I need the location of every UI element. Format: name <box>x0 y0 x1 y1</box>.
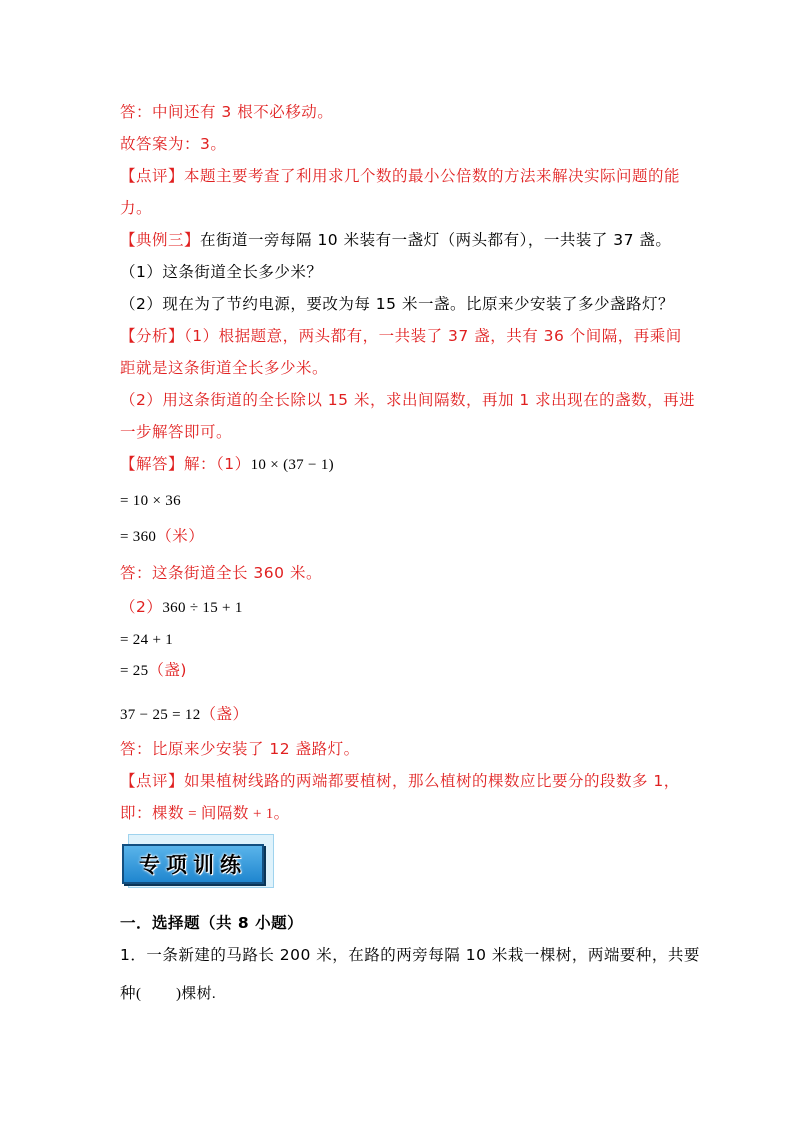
answer-summary: 故答案为：3。 <box>120 135 227 153</box>
analysis-line-4: 一步解答即可。 <box>120 423 233 441</box>
math-expression: = 360 <box>120 529 157 545</box>
solution-step-2 <box>120 489 181 512</box>
question-text: 种 <box>120 984 137 1002</box>
unit-label: （盏） <box>200 705 249 723</box>
solution-step-7 <box>120 703 249 726</box>
solution-step-5 <box>120 628 173 651</box>
math-symbol: + 1 <box>248 806 274 822</box>
comment-text: 。 <box>273 804 290 822</box>
banner-title: 专项训练 <box>139 853 247 877</box>
math-expression: 37 − 25 = 12 <box>120 707 201 723</box>
question-1-line-2 <box>120 982 216 1005</box>
analysis-line-1: 【分析】（1）根据题意，两头都有，一共装了 37 盏，共有 36 个间隔，再乘间 <box>120 327 682 345</box>
solution-tag: 【解答】解：（1） <box>120 455 251 473</box>
example-question-1: （1）这条街道全长多少米？ <box>120 263 323 281</box>
section-title: 一．选择题（共 8 小题） <box>120 914 304 932</box>
example-text: 在街道一旁每隔 10 米装有一盏灯（两头都有），一共装了 37 盏。 <box>200 231 672 249</box>
comment-text: 间隔数 <box>200 804 249 822</box>
math-expression: 10 × (37 − 1) <box>250 457 334 473</box>
example-question-2: （2）现在为了节约电源，要改为每 15 米一盏。比原来少安装了多少盏路灯？ <box>120 295 674 313</box>
question-1-line-1: 1．一条新建的马路长 200 米，在路的两旁每隔 10 米栽一棵树，两端要种，共要 <box>120 946 700 964</box>
example-three-line <box>120 229 671 251</box>
comment-2-line-2 <box>120 802 290 825</box>
answer-blank: ( ) <box>136 986 182 1002</box>
banner-plate <box>122 844 264 884</box>
math-expression: = 24 + 1 <box>120 632 174 648</box>
example-tag: 【典例三】 <box>120 231 201 249</box>
math-expression: = 25 <box>120 663 149 679</box>
analysis-line-2: 距就是这条街道全长多少米。 <box>120 359 329 377</box>
answer-part-1: 答：这条街道全长 360 米。 <box>120 564 322 582</box>
analysis-line-3: （2）用这条街道的全长除以 15 米，求出间隔数，再加 1 求出现在的盏数，再进 <box>120 391 696 409</box>
math-expression: 360 ÷ 15 + 1 <box>162 600 243 616</box>
math-symbol: = <box>184 806 201 822</box>
comment-text: 即：棵数 <box>120 804 185 822</box>
solution-step-3 <box>120 525 204 548</box>
part-tag: （2） <box>120 598 163 616</box>
question-text: 棵树. <box>181 986 216 1002</box>
unit-label: （米） <box>156 527 205 545</box>
unit-label: （盏) <box>148 661 187 679</box>
answer-part-2: 答：比原来少安装了 12 盏路灯。 <box>120 740 360 758</box>
solution-step-4 <box>120 596 243 619</box>
solution-step-6 <box>120 659 187 682</box>
comment-2-line-1: 【点评】如果植树线路的两端都要植树，那么植树的棵数应比要分的段数多 1， <box>120 772 680 790</box>
comment-line-2: 力。 <box>120 199 153 217</box>
math-expression: = 10 × 36 <box>120 493 181 509</box>
section-banner <box>122 830 272 886</box>
comment-line-1: 【点评】本题主要考查了利用求几个数的最小公倍数的方法来解决实际问题的能 <box>120 167 681 185</box>
solution-answer-line: 答：中间还有 3 根不必移动。 <box>120 103 334 121</box>
solution-step-1 <box>120 453 334 476</box>
